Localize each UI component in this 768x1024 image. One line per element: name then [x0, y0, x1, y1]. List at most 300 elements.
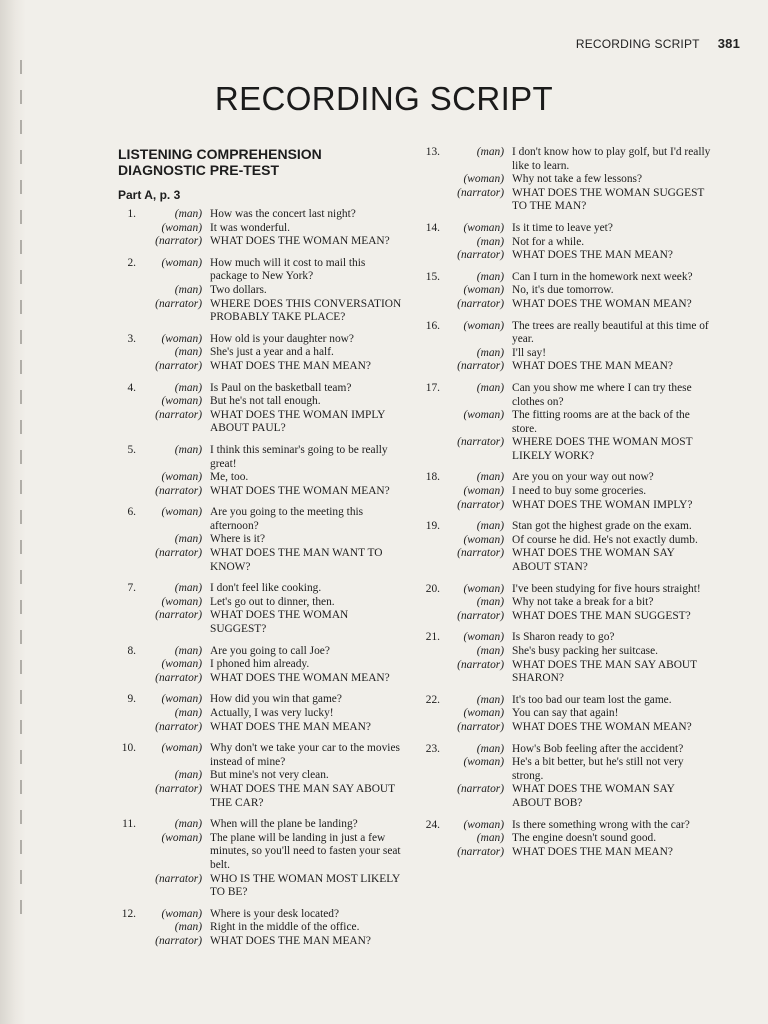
- utterance-text: Actually, I was very lucky!: [210, 707, 334, 719]
- item-number: [118, 832, 140, 873]
- speaker-label: (woman): [161, 742, 202, 755]
- script-line: [118, 222, 403, 236]
- item-number: 9.: [127, 693, 136, 706]
- script-line: [118, 395, 403, 409]
- utterance-text: WHAT DOES THE MAN MEAN?: [210, 934, 371, 947]
- item-number: [118, 596, 140, 610]
- utterance-text: Are you going to call Joe?: [210, 644, 330, 657]
- item-number: 19.: [425, 520, 440, 533]
- utterance-text: WHERE DOES THIS CONVERSATION PROBABLY TAKE PLACE?: [210, 297, 402, 324]
- script-line: [118, 444, 403, 471]
- item-number: [118, 658, 140, 672]
- script-line: [118, 382, 403, 396]
- item-number: [118, 235, 140, 249]
- utterance-text: WHAT DOES THE MAN SAY ABOUT SHARON?: [512, 658, 697, 685]
- right-column: [418, 146, 714, 867]
- utterance-text: Let's go out to dinner, then.: [210, 595, 335, 608]
- utterance-text: WHAT DOES THE MAN MEAN?: [210, 720, 371, 733]
- speaker-label: (man): [476, 596, 504, 609]
- script-line: [418, 320, 714, 347]
- utterance-text: WHAT DOES THE WOMAN IMPLY?: [512, 498, 693, 511]
- script-line: [118, 742, 403, 769]
- utterance-text: But mine's not very clean.: [210, 769, 329, 782]
- left-column: [118, 146, 403, 957]
- speaker-label: (narrator): [457, 720, 504, 733]
- item-number: 21.: [425, 631, 440, 644]
- script-line: [418, 783, 714, 810]
- script-item: [118, 444, 403, 498]
- speaker-label: (woman): [463, 319, 504, 332]
- speaker-label: (woman): [161, 658, 202, 671]
- speaker-label: (woman): [463, 409, 504, 422]
- script-line: [418, 360, 714, 374]
- script-item: [418, 743, 714, 811]
- script-line: [118, 921, 403, 935]
- utterance-text: WHAT DOES THE MAN MEAN?: [512, 249, 673, 262]
- utterance-text: Is there something wrong with the car?: [512, 818, 690, 831]
- script-line: [418, 485, 714, 499]
- script-item: [118, 257, 403, 325]
- utterance-text: No, it's due tomorrow.: [512, 284, 614, 297]
- script-line: [418, 284, 714, 298]
- utterance-text: He's a bit better, but he's still not very strong.: [512, 756, 684, 782]
- speaker-label: (woman): [463, 221, 504, 234]
- speaker-label: (man): [476, 520, 504, 533]
- item-number: 20.: [425, 582, 440, 595]
- speaker-label: (woman): [463, 485, 504, 498]
- speaker-label: (narrator): [457, 297, 504, 310]
- utterance-text: How old is your daughter now?: [210, 332, 354, 345]
- item-number: [418, 173, 444, 187]
- speaker-label: (woman): [463, 631, 504, 644]
- script-line: [118, 533, 403, 547]
- item-number: [418, 846, 444, 860]
- utterance-text: I've been studying for five hours straight!: [512, 582, 701, 595]
- speaker-label: (man): [174, 644, 202, 657]
- utterance-text: WHO IS THE WOMAN MOST LIKELY TO BE?: [210, 872, 400, 899]
- item-number: [418, 499, 444, 513]
- utterance-text: WHAT DOES THE WOMAN SUGGEST TO THE MAN?: [512, 186, 705, 213]
- utterance-text: When will the plane be landing?: [210, 818, 358, 831]
- item-number: [418, 721, 444, 735]
- utterance-text: Are you on your way out now?: [512, 471, 654, 484]
- item-number: [118, 395, 140, 409]
- utterance-text: You can say that again!: [512, 707, 619, 720]
- utterance-text: WHAT DOES THE WOMAN MEAN?: [512, 720, 692, 733]
- script-line: [118, 769, 403, 783]
- item-number: 13.: [425, 146, 440, 158]
- script-line: [418, 187, 714, 214]
- script-line: [418, 236, 714, 250]
- item-number: 24.: [425, 818, 440, 831]
- item-number: 10.: [121, 742, 136, 755]
- script-item: [118, 382, 403, 436]
- speaker-label: (narrator): [155, 934, 202, 947]
- utterance-text: Is Paul on the basketball team?: [210, 381, 352, 394]
- item-number: 2.: [127, 256, 136, 269]
- utterance-text: WHAT DOES THE MAN WANT TO KNOW?: [210, 547, 383, 573]
- speaker-label: (woman): [463, 582, 504, 595]
- utterance-text: I don't know how to play golf, but I'd really like to learn.: [512, 146, 711, 172]
- script-line: [418, 596, 714, 610]
- script-line: [118, 693, 403, 707]
- script-line: [118, 672, 403, 686]
- item-number: [418, 284, 444, 298]
- utterance-text: WHAT DOES THE MAN MEAN?: [210, 359, 371, 372]
- item-number: [418, 436, 444, 463]
- item-number: [418, 360, 444, 374]
- script-item: [418, 694, 714, 735]
- utterance-text: Where is it?: [210, 533, 266, 546]
- utterance-text: Me, too.: [210, 471, 249, 484]
- utterance-text: Is Sharon ready to go?: [512, 631, 615, 644]
- script-item: [118, 582, 403, 636]
- page-binding-edge: [0, 0, 26, 1024]
- utterance-text: WHAT DOES THE WOMAN IMPLY ABOUT PAUL?: [210, 408, 385, 435]
- item-number: [118, 284, 140, 298]
- speaker-label: (woman): [161, 221, 202, 234]
- speaker-label: (narrator): [155, 671, 202, 684]
- utterance-text: The fitting rooms are at the back of the store.: [512, 409, 690, 435]
- speaker-label: (narrator): [457, 186, 504, 199]
- speaker-label: (narrator): [457, 845, 504, 858]
- speaker-label: (woman): [463, 173, 504, 186]
- script-item: [118, 506, 403, 574]
- running-header-title: RECORDING SCRIPT: [575, 37, 700, 51]
- script-line: [418, 499, 714, 513]
- item-number: [418, 249, 444, 263]
- script-item: [418, 320, 714, 374]
- script-line: [118, 333, 403, 347]
- speaker-label: (woman): [161, 395, 202, 408]
- utterance-text: She's busy packing her suitcase.: [512, 645, 658, 657]
- item-number: [418, 610, 444, 624]
- item-number: [418, 547, 444, 574]
- speaker-label: (man): [476, 471, 504, 484]
- utterance-text: Right in the middle of the office.: [210, 921, 360, 934]
- item-number: [118, 609, 140, 636]
- speaker-label: (woman): [161, 506, 202, 519]
- item-number: 8.: [127, 644, 136, 657]
- item-number: [418, 347, 444, 361]
- speaker-label: (narrator): [457, 436, 504, 449]
- utterance-text: Where is your desk located?: [210, 907, 340, 920]
- right-script-items: [418, 146, 714, 859]
- utterance-text: Not for a while.: [512, 235, 585, 248]
- script-line: [118, 235, 403, 249]
- speaker-label: (man): [476, 235, 504, 248]
- speaker-label: (woman): [161, 471, 202, 484]
- script-line: [118, 409, 403, 436]
- utterance-text: WHAT DOES THE MAN SAY ABOUT THE CAR?: [210, 782, 395, 809]
- item-number: 3.: [127, 332, 136, 345]
- item-number: [118, 672, 140, 686]
- script-line: [418, 471, 714, 485]
- script-line: [418, 832, 714, 846]
- utterance-text: I think this seminar's going to be really great!: [210, 443, 388, 470]
- item-number: [118, 533, 140, 547]
- item-number: [118, 298, 140, 325]
- item-number: 22.: [425, 693, 440, 706]
- utterance-text: WHAT DOES THE WOMAN MEAN?: [210, 484, 390, 497]
- speaker-label: (man): [174, 381, 202, 394]
- item-number: [418, 236, 444, 250]
- speaker-label: (man): [476, 146, 504, 158]
- item-number: [118, 721, 140, 735]
- script-item: [118, 908, 403, 949]
- script-line: [118, 485, 403, 499]
- speaker-label: (woman): [463, 284, 504, 297]
- script-item: [418, 146, 714, 214]
- utterance-text: How did you win that game?: [210, 693, 342, 706]
- script-line: [118, 208, 403, 222]
- speaker-label: (narrator): [155, 720, 202, 733]
- item-number: [418, 659, 444, 686]
- script-line: [118, 935, 403, 949]
- utterance-text: I don't feel like cooking.: [210, 582, 322, 595]
- speaker-label: (woman): [161, 595, 202, 608]
- script-item: [418, 631, 714, 685]
- script-item: [418, 520, 714, 574]
- script-line: [118, 471, 403, 485]
- left-script-items: [118, 208, 403, 949]
- script-item: [418, 819, 714, 860]
- item-number: [418, 783, 444, 810]
- speaker-label: (narrator): [155, 782, 202, 795]
- item-number: 4.: [127, 381, 136, 394]
- script-item: [418, 382, 714, 464]
- script-line: [118, 818, 403, 832]
- item-number: [418, 409, 444, 436]
- utterance-text: Of course he did. He's not exactly dumb.: [512, 533, 698, 546]
- script-line: [118, 284, 403, 298]
- script-line: [418, 659, 714, 686]
- utterance-text: Can you show me where I can try these clothes on?: [512, 381, 692, 408]
- speaker-label: (man): [476, 693, 504, 706]
- script-item: [118, 818, 403, 900]
- item-number: [118, 707, 140, 721]
- script-line: [118, 658, 403, 672]
- utterance-text: It was wonderful.: [210, 221, 291, 234]
- script-item: [418, 222, 714, 263]
- script-line: [118, 721, 403, 735]
- script-line: [418, 520, 714, 534]
- script-item: [418, 471, 714, 512]
- script-item: [118, 645, 403, 686]
- script-item: [118, 693, 403, 734]
- utterance-text: WHAT DOES THE MAN MEAN?: [512, 845, 673, 858]
- script-line: [418, 146, 714, 173]
- item-number: 11.: [122, 818, 136, 831]
- speaker-label: (woman): [161, 693, 202, 706]
- speaker-label: (narrator): [155, 408, 202, 421]
- script-line: [118, 596, 403, 610]
- item-number: [118, 769, 140, 783]
- speaker-label: (man): [174, 346, 202, 359]
- item-number: [418, 707, 444, 721]
- utterance-text: I phoned him already.: [210, 658, 310, 671]
- utterance-text: I'll say!: [512, 346, 546, 359]
- speaker-label: (man): [174, 818, 202, 831]
- script-line: [418, 298, 714, 312]
- script-line: [118, 298, 403, 325]
- script-line: [118, 707, 403, 721]
- speaker-label: (narrator): [155, 609, 202, 622]
- item-number: [118, 485, 140, 499]
- speaker-label: (man): [476, 346, 504, 359]
- item-number: [118, 783, 140, 810]
- item-number: [118, 346, 140, 360]
- speaker-label: (woman): [161, 831, 202, 844]
- speaker-label: (man): [174, 443, 202, 456]
- script-line: [418, 249, 714, 263]
- speaker-label: (woman): [463, 818, 504, 831]
- speaker-label: (man): [174, 208, 202, 220]
- utterance-text: I need to buy some groceries.: [512, 485, 647, 498]
- script-line: [418, 382, 714, 409]
- speaker-label: (narrator): [457, 783, 504, 796]
- script-line: [418, 610, 714, 624]
- item-number: 16.: [425, 319, 440, 332]
- item-number: [418, 832, 444, 846]
- speaker-label: (narrator): [155, 359, 202, 372]
- item-number: [118, 547, 140, 574]
- script-line: [418, 631, 714, 645]
- speaker-label: (woman): [463, 533, 504, 546]
- speaker-label: (man): [476, 381, 504, 394]
- item-number: 14.: [425, 221, 440, 234]
- item-number: [418, 485, 444, 499]
- utterance-text: WHAT DOES THE MAN SUGGEST?: [512, 609, 691, 622]
- item-number: [418, 596, 444, 610]
- script-line: [418, 707, 714, 721]
- script-line: [418, 583, 714, 597]
- item-number: [418, 298, 444, 312]
- script-line: [118, 832, 403, 873]
- utterance-text: She's just a year and a half.: [210, 346, 334, 359]
- utterance-text: Two dollars.: [210, 283, 267, 296]
- page-title: RECORDING SCRIPT: [214, 80, 554, 117]
- page-number: 381: [717, 36, 740, 51]
- speaker-label: (man): [174, 921, 202, 934]
- speaker-label: (man): [174, 769, 202, 782]
- item-number: 7.: [127, 582, 136, 595]
- script-line: [118, 547, 403, 574]
- utterance-text: Can I turn in the homework next week?: [512, 270, 693, 283]
- speaker-label: (narrator): [457, 609, 504, 622]
- speaker-label: (man): [476, 742, 504, 755]
- part-title: Part A, p. 3: [118, 188, 181, 202]
- script-line: [118, 873, 403, 900]
- item-number: 12.: [121, 907, 136, 920]
- item-number: [118, 222, 140, 236]
- item-number: 23.: [425, 742, 440, 755]
- item-number: [118, 409, 140, 436]
- script-line: [418, 271, 714, 285]
- script-line: [118, 257, 403, 284]
- utterance-text: WHAT DOES THE WOMAN MEAN?: [210, 671, 390, 684]
- item-number: [118, 471, 140, 485]
- section-title: LISTENING COMPREHENSION DIAGNOSTIC PRE-TEST: [118, 146, 322, 178]
- script-line: [118, 783, 403, 810]
- speaker-label: (woman): [463, 756, 504, 769]
- utterance-text: WHAT DOES THE WOMAN SAY ABOUT BOB?: [512, 783, 675, 809]
- item-number: [418, 534, 444, 548]
- utterance-text: The trees are really beautiful at this time of year.: [512, 319, 709, 346]
- script-line: [118, 506, 403, 533]
- utterance-text: WHERE DOES THE WOMAN MOST LIKELY WORK?: [512, 436, 693, 462]
- item-number: [118, 360, 140, 374]
- item-number: 5.: [127, 443, 136, 456]
- speaker-label: (man): [174, 533, 202, 546]
- item-number: 15.: [425, 270, 440, 283]
- item-number: [418, 756, 444, 783]
- script-line: [418, 347, 714, 361]
- script-line: [418, 436, 714, 463]
- speaker-label: (woman): [161, 907, 202, 920]
- utterance-text: WHAT DOES THE WOMAN MEAN?: [210, 235, 390, 248]
- script-line: [418, 721, 714, 735]
- utterance-text: WHAT DOES THE WOMAN MEAN?: [512, 297, 692, 310]
- script-line: [118, 582, 403, 596]
- utterance-text: Why not take a break for a bit?: [512, 596, 654, 609]
- utterance-text: Stan got the highest grade on the exam.: [512, 520, 692, 533]
- script-line: [118, 360, 403, 374]
- script-line: [418, 222, 714, 236]
- speaker-label: (narrator): [457, 547, 504, 560]
- script-line: [418, 756, 714, 783]
- speaker-label: (narrator): [457, 249, 504, 262]
- speaker-label: (narrator): [457, 498, 504, 511]
- speaker-label: (man): [174, 283, 202, 296]
- speaker-label: (narrator): [457, 360, 504, 373]
- script-item: [118, 333, 403, 374]
- item-number: 1.: [127, 208, 136, 220]
- speaker-label: (narrator): [155, 297, 202, 310]
- item-number: 6.: [127, 506, 136, 519]
- utterance-text: The engine doesn't sound good.: [512, 832, 657, 845]
- running-header: [576, 36, 740, 51]
- speaker-label: (narrator): [155, 872, 202, 885]
- speaker-label: (woman): [161, 332, 202, 345]
- script-line: [418, 173, 714, 187]
- utterance-text: WHAT DOES THE WOMAN SAY ABOUT STAN?: [512, 547, 675, 574]
- speaker-label: (narrator): [457, 658, 504, 671]
- speaker-label: (woman): [161, 256, 202, 269]
- utterance-text: WHAT DOES THE WOMAN SUGGEST?: [210, 609, 349, 636]
- script-line: [118, 609, 403, 636]
- script-line: [418, 409, 714, 436]
- utterance-text: How much will it cost to mail this package to New York?: [210, 256, 366, 283]
- speaker-label: (narrator): [155, 235, 202, 248]
- utterance-text: WHAT DOES THE MAN MEAN?: [512, 360, 673, 373]
- item-number: 17.: [425, 381, 440, 394]
- utterance-text: Why don't we take your car to the movies instead of mine?: [210, 742, 400, 768]
- script-line: [418, 846, 714, 860]
- utterance-text: The plane will be landing in just a few minutes, so you'll need to fasten your seat belt.: [210, 831, 401, 871]
- speaker-label: (man): [476, 645, 504, 657]
- item-number: [118, 873, 140, 900]
- binding-marks: [20, 60, 22, 920]
- script-line: [418, 645, 714, 659]
- utterance-text: Why not take a few lessons?: [512, 173, 643, 186]
- speaker-label: (narrator): [155, 547, 202, 560]
- item-number: [118, 921, 140, 935]
- script-item: [118, 208, 403, 249]
- script-line: [418, 694, 714, 708]
- script-line: [418, 534, 714, 548]
- item-number: [418, 187, 444, 214]
